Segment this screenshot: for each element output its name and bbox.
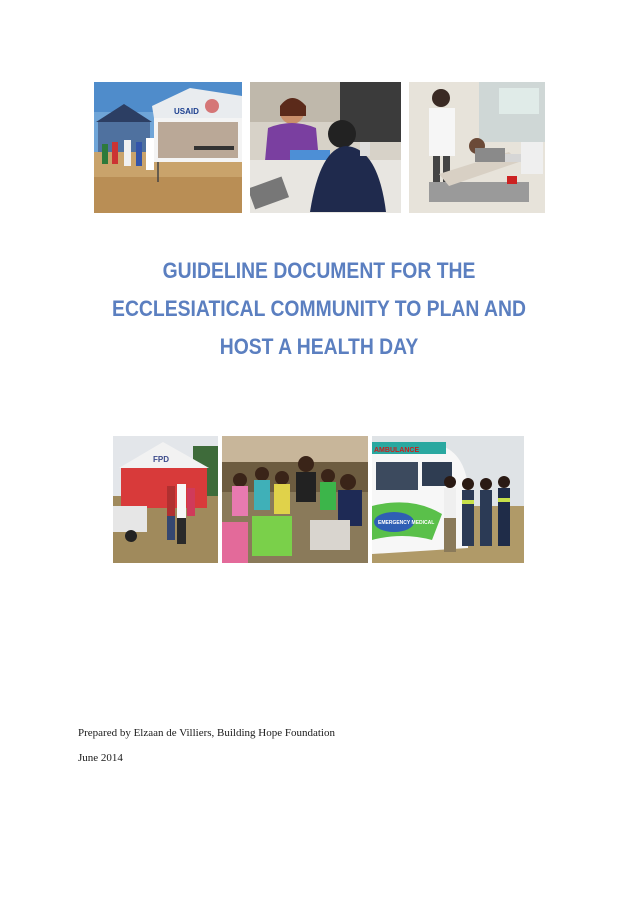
van-text-ambulance: AMBULANCE bbox=[374, 447, 420, 454]
photo-children-gathering bbox=[222, 436, 368, 563]
prepared-by-text: Prepared by Elzaan de Villiers, Building Hope Foundation bbox=[78, 727, 335, 739]
photo-health-tent-usaid bbox=[94, 82, 242, 213]
title-line-2: ECCLESIATICAL COMMUNITY TO PLAN AND bbox=[112, 296, 526, 321]
tent-text-fpd: FPD bbox=[153, 455, 169, 464]
document-date: June 2014 bbox=[78, 752, 123, 764]
document-title bbox=[96, 252, 541, 366]
title-line-1: GUIDELINE DOCUMENT FOR THE bbox=[162, 258, 476, 283]
photo-patient-examination bbox=[409, 82, 545, 213]
photo-fpd-tent bbox=[113, 436, 218, 563]
tent-text-usaid: USAID bbox=[174, 107, 199, 116]
photo-ambulance-team bbox=[372, 436, 524, 563]
van-side-text: EMERGENCY MEDICAL bbox=[378, 520, 435, 526]
photo-nurse-consultation bbox=[250, 82, 401, 213]
title-line-3: HOST A HEALTH DAY bbox=[219, 334, 419, 359]
